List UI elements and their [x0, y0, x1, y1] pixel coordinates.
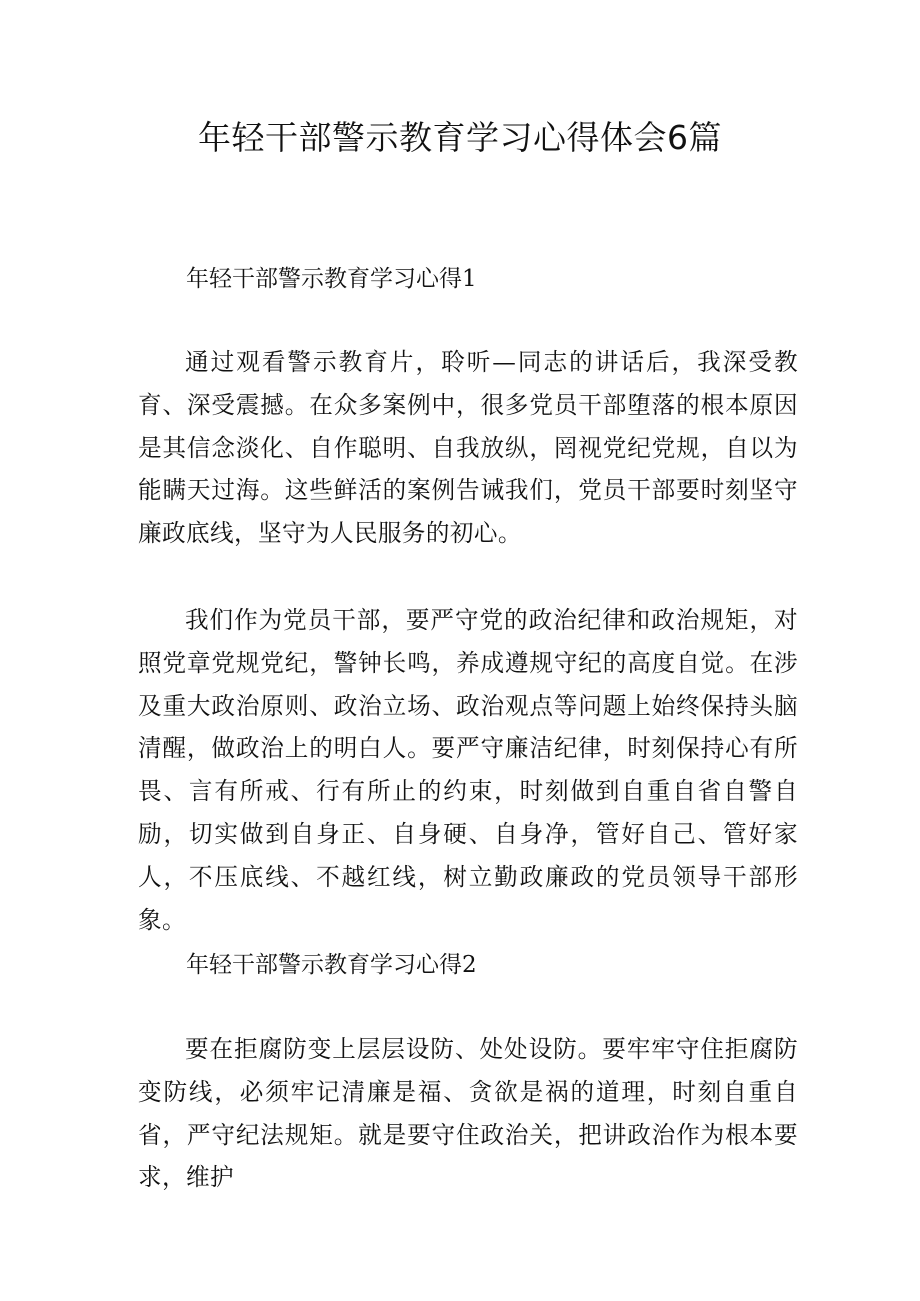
section-heading-1: 年轻干部警示教育学习心得1 [186, 266, 477, 292]
paragraph-3: 要在拒腐防变上层层设防、处处设防。要牢牢守住拒腐防变防线，必须牢记清廉是福、贪欲是祸的道理，时刻自重自省，严守纪法规矩。就是要守住政治关，把讲政治作为根本要求，维护 [138, 1035, 798, 1192]
paragraph-2: 我们作为党员干部，要严守党的政治纪律和政治规矩，对照党章党规党纪，警钟长鸣，养成遵规守纪的高度自觉。在涉及重大政治原则、政治立场、政治观点等问题上始终保持头脑清醒，做政治上的明白人。要严守廉洁纪律，时刻保持心有所畏、言有所戒、行有所止的约束，时刻做到自重自省自警自励，切实做到自身正、自身硬、自身净，管好自己、管好家人，不压底线、不越红线，树立勤政廉政的党员领导干部形象。 [138, 606, 798, 934]
document-title: 年轻干部警示教育学习心得体会6篇 [198, 118, 722, 157]
paragraph-1: 通过观看警示教育片，聆听—同志的讲话后，我深受教育、深受震撼。在众多案例中，很多党员干部堕落的根本原因是其信念淡化、自作聪明、自我放纵，罔视党纪党规，自以为能瞒天过海。这些鲜活的案例告诫我们，党员干部要时刻坚守廉政底线，坚守为人民服务的初心。 [138, 348, 798, 548]
section-heading-2: 年轻干部警示教育学习心得2 [186, 952, 477, 978]
